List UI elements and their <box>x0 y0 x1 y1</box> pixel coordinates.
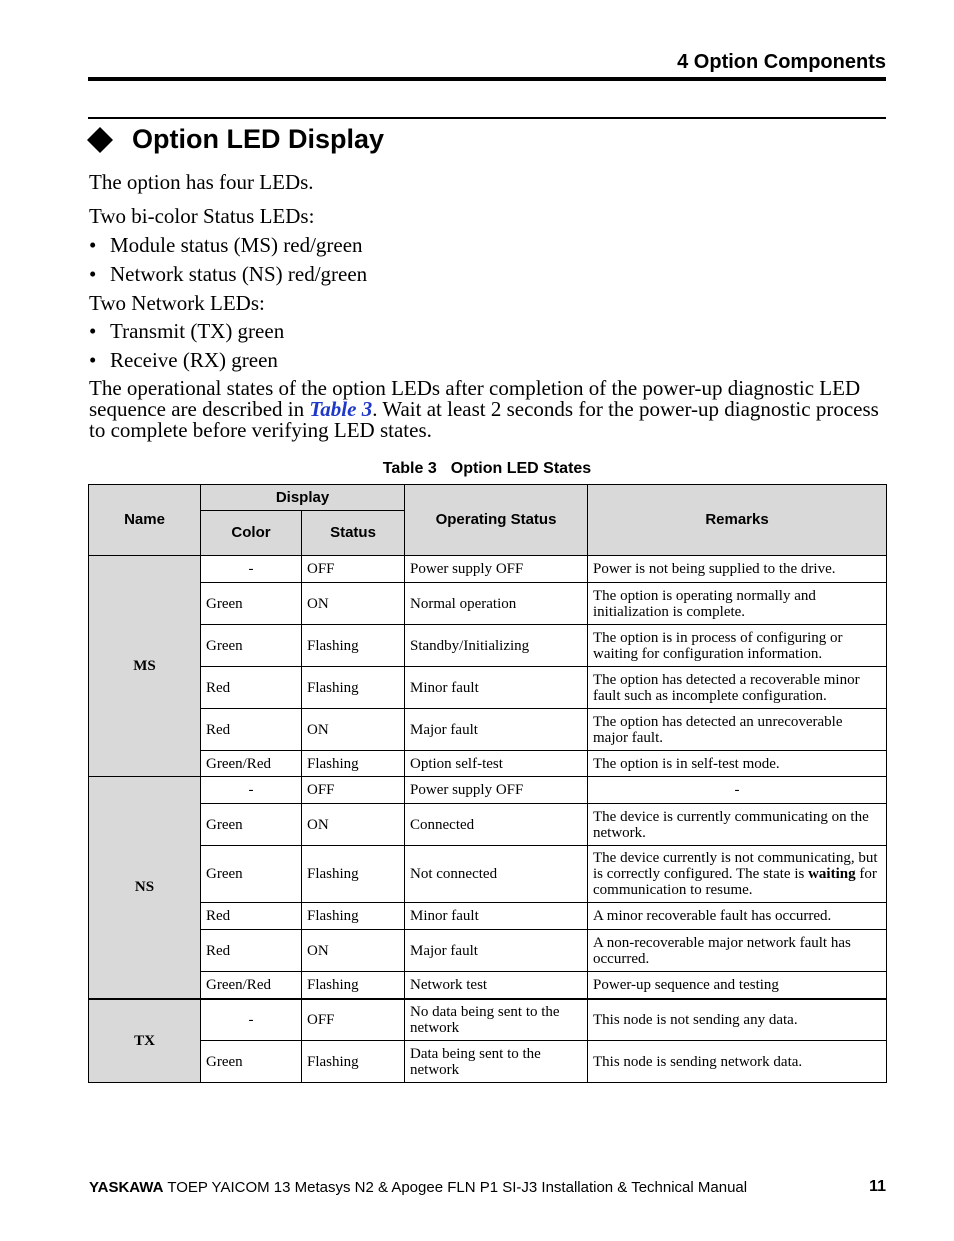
cell-operating: Minor fault <box>405 903 588 930</box>
table-row <box>89 1041 887 1083</box>
cell-status: OFF <box>302 999 405 1041</box>
table-row <box>89 930 887 972</box>
header-name: Name <box>89 485 201 556</box>
table-row <box>89 625 887 667</box>
cell-status: OFF <box>302 777 405 804</box>
cell-operating: Minor fault <box>405 667 588 709</box>
cell-remarks: The option has detected a recoverable minor fault such as incomplete configuration. <box>588 667 887 709</box>
header-status: Status <box>302 511 405 556</box>
cell-operating: Major fault <box>405 930 588 972</box>
cell-status: Flashing <box>302 1041 405 1083</box>
footer-brand: YASKAWA <box>89 1179 164 1196</box>
table-3-link[interactable]: Table 3 <box>309 397 373 421</box>
cell-status: ON <box>302 804 405 846</box>
cell-operating: No data being sent to the network <box>405 999 588 1041</box>
list-item: • Network status (NS) red/green <box>89 262 368 286</box>
cell-operating: Not connected <box>405 846 588 903</box>
diamond-icon <box>86 126 114 154</box>
table-row <box>89 667 887 709</box>
cell-color: Red <box>201 903 302 930</box>
header-rule <box>88 77 886 81</box>
cell-remarks: - <box>588 777 887 804</box>
cell-operating: Network test <box>405 972 588 999</box>
cell-color: Red <box>201 709 302 751</box>
led-states-table <box>88 484 887 1083</box>
cell-color: - <box>201 777 302 804</box>
cell-status: ON <box>302 930 405 972</box>
cell-color: Green/Red <box>201 751 302 777</box>
cell-remarks: A minor recoverable fault has occurred. <box>588 903 887 930</box>
table-row <box>89 903 887 930</box>
table-row <box>89 751 887 777</box>
table-row <box>89 804 887 846</box>
page-number: 11 <box>869 1178 886 1195</box>
cell-operating: Option self-test <box>405 751 588 777</box>
table-row <box>89 709 887 751</box>
cell-remarks: The option has detected an unrecoverable major fault. <box>588 709 887 751</box>
cell-status: ON <box>302 583 405 625</box>
table-row <box>89 556 887 583</box>
cell-remarks: The device is currently communicating on the network. <box>588 804 887 846</box>
cell-remarks: A non-recoverable major network fault has occurred. <box>588 930 887 972</box>
chapter-heading: 4 Option Components <box>677 51 886 73</box>
list-item: • Module status (MS) red/green <box>89 233 363 257</box>
cell-remarks: The option is operating normally and initialization is complete. <box>588 583 887 625</box>
intro-paragraph-1: The option has four LEDs. <box>89 170 314 194</box>
section-title: Option LED Display <box>132 124 385 154</box>
cell-color: Green <box>201 804 302 846</box>
cell-color: Green <box>201 1041 302 1083</box>
section-heading <box>86 124 384 155</box>
cell-remarks: Power is not being supplied to the drive. <box>588 556 887 583</box>
cell-remarks: The device currently is not communicating, but is correctly configured. The state is waiting for communication to resume. <box>588 846 887 903</box>
cell-operating: Normal operation <box>405 583 588 625</box>
cell-remarks: The option is in self-test mode. <box>588 751 887 777</box>
cell-operating: Data being sent to the network <box>405 1041 588 1083</box>
header-operating-status: Operating Status <box>405 485 588 556</box>
cell-color: Green <box>201 625 302 667</box>
table-row <box>89 583 887 625</box>
cell-status: Flashing <box>302 625 405 667</box>
cell-remarks: This node is not sending any data. <box>588 999 887 1041</box>
cell-status: Flashing <box>302 903 405 930</box>
cell-operating: Standby/Initializing <box>405 625 588 667</box>
led-name-ms: MS <box>89 556 201 777</box>
cell-color: Green <box>201 846 302 903</box>
cell-remarks: The option is in process of configuring or waiting for configuration information. <box>588 625 887 667</box>
table-row <box>89 972 887 999</box>
table-row <box>89 846 887 903</box>
cell-remarks: This node is sending network data. <box>588 1041 887 1083</box>
cell-status: Flashing <box>302 972 405 999</box>
cell-status: Flashing <box>302 667 405 709</box>
cell-operating: Power supply OFF <box>405 556 588 583</box>
cell-color: - <box>201 999 302 1041</box>
cell-status: Flashing <box>302 846 405 903</box>
cell-operating: Major fault <box>405 709 588 751</box>
cell-status: OFF <box>302 556 405 583</box>
intro-paragraph-2: Two bi-color Status LEDs: <box>89 204 315 228</box>
list-item: • Receive (RX) green <box>89 348 278 372</box>
cell-color: Red <box>201 930 302 972</box>
cell-status: Flashing <box>302 751 405 777</box>
table-caption: Table 3 Option LED States <box>382 460 592 477</box>
list-item: • Transmit (TX) green <box>89 319 285 343</box>
cell-color: Red <box>201 667 302 709</box>
cell-color: Green <box>201 583 302 625</box>
intro-paragraph-3: Two Network LEDs: <box>89 291 265 315</box>
cell-operating: Power supply OFF <box>405 777 588 804</box>
cell-remarks: Power-up sequence and testing <box>588 972 887 999</box>
cell-color: Green/Red <box>201 972 302 999</box>
intro-paragraph-4: The operational states of the option LEDs after completion of the power-up diagnostic LED sequence are described in Table 3. Wait at least 2 seconds for the power-up diagnostic process to complete before verifying LED states. <box>89 376 879 442</box>
header-remarks: Remarks <box>588 485 887 556</box>
cell-status: ON <box>302 709 405 751</box>
table-row <box>89 999 887 1041</box>
header-color: Color <box>201 511 302 556</box>
led-name-tx: TX <box>89 999 201 1083</box>
cell-operating: Connected <box>405 804 588 846</box>
led-name-ns: NS <box>89 777 201 999</box>
table-row <box>89 777 887 804</box>
section-rule <box>88 117 886 119</box>
footer-text: YASKAWA TOEP YAICOM 13 Metasys N2 & Apogee FLN P1 SI-J3 Installation & Technical Manual <box>89 1179 748 1196</box>
header-display: Display <box>201 485 405 511</box>
cell-color: - <box>201 556 302 583</box>
